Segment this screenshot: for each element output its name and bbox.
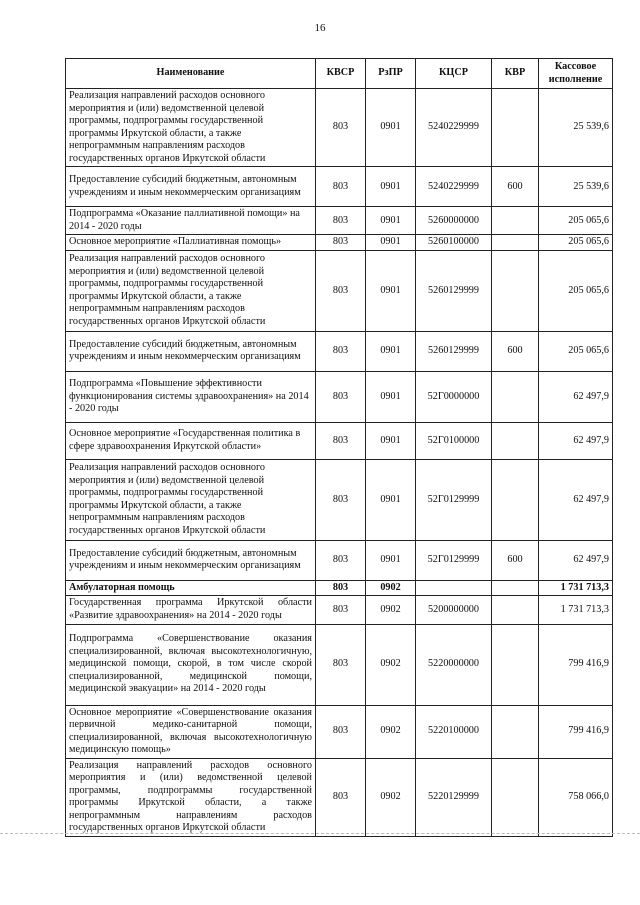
cell-rzpr: 0901 — [366, 167, 416, 207]
cell-amount: 1 731 713,3 — [539, 580, 613, 596]
table-row — [66, 705, 613, 758]
cell-name: Реализация направлений расходов основного мероприятия и (или) ведомственной целевой программы, подпрограммы государственной программы Иркутской области, а также непрограммным направлениям расходов государственных органов Иркутской области — [66, 758, 316, 836]
cell-rzpr: 0902 — [366, 596, 416, 624]
cell-kcsr: 52Г0129999 — [416, 459, 492, 540]
cell-kvsr: 803 — [316, 89, 366, 167]
cell-rzpr: 0901 — [366, 331, 416, 371]
table-row — [66, 580, 613, 596]
cell-kvsr: 803 — [316, 624, 366, 705]
cell-kvr — [492, 705, 539, 758]
cell-rzpr: 0901 — [366, 207, 416, 235]
cell-kvsr: 803 — [316, 596, 366, 624]
cell-kvr — [492, 624, 539, 705]
cell-name: Реализация направлений расходов основного мероприятия и (или) ведомственной целевой программы, подпрограммы государственной программы Иркутской области, а также непрограммным направлениям расходов государственных органов Иркутской области — [66, 250, 316, 331]
cell-amount: 25 539,6 — [539, 89, 613, 167]
cell-amount: 205 065,6 — [539, 207, 613, 235]
table-header-row — [66, 59, 613, 89]
cell-kcsr: 52Г0129999 — [416, 540, 492, 580]
cell-kvsr: 803 — [316, 235, 366, 251]
cell-kcsr: 5260129999 — [416, 331, 492, 371]
cell-kvr: 600 — [492, 167, 539, 207]
header-kvsr: КВСР — [316, 59, 366, 89]
cell-name: Подпрограмма «Повышение эффективности функционирования системы здравоохранения» на 2014 - 2020 годы — [66, 371, 316, 422]
cell-kvr: 600 — [492, 331, 539, 371]
cell-kvr — [492, 371, 539, 422]
cell-kvr — [492, 580, 539, 596]
cell-amount: 799 416,9 — [539, 624, 613, 705]
cell-kcsr: 5240229999 — [416, 89, 492, 167]
cell-kcsr: 5220129999 — [416, 758, 492, 836]
cell-kvsr: 803 — [316, 459, 366, 540]
table-row — [66, 89, 613, 167]
cell-name: Основное мероприятие «Государственная политика в сфере здравоохранения Иркутской области» — [66, 422, 316, 459]
cell-amount: 25 539,6 — [539, 167, 613, 207]
table-row — [66, 167, 613, 207]
cell-name: Предоставление субсидий бюджетным, автономным учреждениям и иным некоммерческим организациям — [66, 331, 316, 371]
cell-rzpr: 0901 — [366, 422, 416, 459]
table-row — [66, 235, 613, 251]
cell-rzpr: 0902 — [366, 580, 416, 596]
cell-kcsr: 5260000000 — [416, 207, 492, 235]
cell-kcsr: 5220100000 — [416, 705, 492, 758]
cell-kvr: 600 — [492, 540, 539, 580]
cell-kvr — [492, 422, 539, 459]
cell-kcsr: 5260129999 — [416, 250, 492, 331]
table-body — [66, 89, 613, 837]
cell-rzpr: 0901 — [366, 89, 416, 167]
cell-kvr — [492, 250, 539, 331]
cell-rzpr: 0901 — [366, 235, 416, 251]
cell-name: Основное мероприятие «Совершенствование оказания первичной медико-санитарной помощи, специализированной, включая высокотехнологичную медицинскую помощь» — [66, 705, 316, 758]
cell-rzpr: 0902 — [366, 758, 416, 836]
cell-kvsr: 803 — [316, 207, 366, 235]
cell-kvsr: 803 — [316, 422, 366, 459]
cell-amount: 1 731 713,3 — [539, 596, 613, 624]
cell-kcsr: 5220000000 — [416, 624, 492, 705]
header-kvr: КВР — [492, 59, 539, 89]
cell-rzpr: 0902 — [366, 705, 416, 758]
cell-kcsr: 52Г0000000 — [416, 371, 492, 422]
table-row — [66, 624, 613, 705]
cell-amount: 62 497,9 — [539, 422, 613, 459]
cell-rzpr: 0901 — [366, 371, 416, 422]
cell-kcsr: 5200000000 — [416, 596, 492, 624]
cell-name: Государственная программа Иркутской области «Развитие здравоохранения» на 2014 - 2020 годы — [66, 596, 316, 624]
cell-amount: 62 497,9 — [539, 371, 613, 422]
scan-artifact-line — [0, 833, 640, 834]
cell-kcsr: 5260100000 — [416, 235, 492, 251]
cell-kvr — [492, 758, 539, 836]
cell-rzpr: 0901 — [366, 540, 416, 580]
cell-kcsr: 52Г0100000 — [416, 422, 492, 459]
table-row — [66, 250, 613, 331]
cell-amount: 205 065,6 — [539, 331, 613, 371]
cell-amount: 205 065,6 — [539, 250, 613, 331]
cell-name: Подпрограмма «Совершенствование оказания специализированной, включая высокотехнологичную, медицинской помощи, скорой, в том числе скорой специализированной, медицинской помощи, медицинской эвакуации» на 2014 - 2020 годы — [66, 624, 316, 705]
cell-kvsr: 803 — [316, 371, 366, 422]
cell-kvr — [492, 235, 539, 251]
cell-kvsr: 803 — [316, 540, 366, 580]
cell-amount: 62 497,9 — [539, 540, 613, 580]
cell-kvr — [492, 459, 539, 540]
cell-kcsr — [416, 580, 492, 596]
table-row — [66, 207, 613, 235]
cell-kvr — [492, 89, 539, 167]
table-row — [66, 459, 613, 540]
table-row — [66, 596, 613, 624]
cell-kvsr: 803 — [316, 331, 366, 371]
cell-rzpr: 0901 — [366, 459, 416, 540]
cell-amount: 62 497,9 — [539, 459, 613, 540]
page-number: 16 — [314, 22, 326, 34]
table-row — [66, 371, 613, 422]
cell-kvsr: 803 — [316, 705, 366, 758]
header-rzpr: РзПР — [366, 59, 416, 89]
cell-kvr — [492, 596, 539, 624]
cell-kvr — [492, 207, 539, 235]
cell-kvsr: 803 — [316, 250, 366, 331]
cell-rzpr: 0902 — [366, 624, 416, 705]
cell-name: Реализация направлений расходов основного мероприятия и (или) ведомственной целевой программы, подпрограммы государственной программы Иркутской области, а также непрограммным направлениям расходов государственных органов Иркутской области — [66, 459, 316, 540]
cell-amount: 205 065,6 — [539, 235, 613, 251]
table-row — [66, 422, 613, 459]
cell-kcsr: 5240229999 — [416, 167, 492, 207]
cell-name: Реализация направлений расходов основного мероприятия и (или) ведомственной целевой программы, подпрограммы государственной программы Иркутской области, а также непрограммным направлениям расходов государственных органов Иркутской области — [66, 89, 316, 167]
header-name: Наименование — [66, 59, 316, 89]
header-kcsr: КЦСР — [416, 59, 492, 89]
cell-kvsr: 803 — [316, 758, 366, 836]
cell-amount: 799 416,9 — [539, 705, 613, 758]
cell-kvsr: 803 — [316, 167, 366, 207]
header-cash: Кассовое исполнение — [539, 59, 613, 89]
table-row — [66, 758, 613, 836]
table-row — [66, 331, 613, 371]
cell-name: Предоставление субсидий бюджетным, автономным учреждениям и иным некоммерческим организациям — [66, 540, 316, 580]
cell-kvsr: 803 — [316, 580, 366, 596]
cell-name: Предоставление субсидий бюджетным, автономным учреждениям и иным некоммерческим организациям — [66, 167, 316, 207]
table-row — [66, 540, 613, 580]
cell-name: Подпрограмма «Оказание паллиативной помощи» на 2014 - 2020 годы — [66, 207, 316, 235]
cell-name: Основное мероприятие «Паллиативная помощь» — [66, 235, 316, 251]
cell-name: Амбулаторная помощь — [66, 580, 316, 596]
budget-table — [65, 58, 613, 837]
cell-amount: 758 066,0 — [539, 758, 613, 836]
cell-rzpr: 0901 — [366, 250, 416, 331]
